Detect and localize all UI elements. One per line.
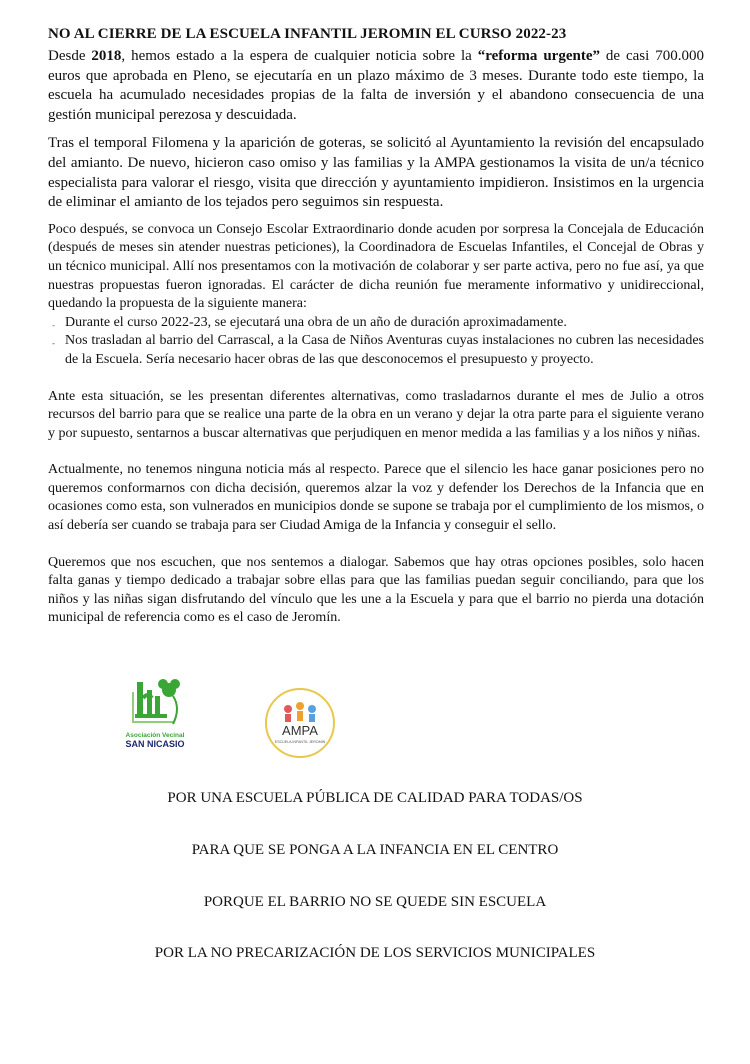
paragraph-2: Tras el temporal Filomena y la aparición de goteras, se solicitó al Ayuntamiento la revisión del encapsulado del amianto. De nuevo, hicieron caso omiso y las familias y la AMPA gestionamos la visita de un/a técnico especialista para valorar el riesgo, visita que dirección y ayuntamiento impidieron. Insistimos en la urgencia de eliminar el amianto de los tejados pero seguimos sin respuesta.: [48, 135, 704, 211]
paragraph-4: Ante esta situación, se les presentan diferentes alternativas, como trasladarnos durante el mes de Julio a otros recursos del barrio para que se realice una parte de la obra en un verano y dejar la otra parte para el siguiente verano y por supuesto, sentarnos a buscar alternativas que perjudiquen en menor medida a las familias y a los niños y niñas.: [48, 388, 704, 441]
slogan-3: PORQUE EL BARRIO NO SE QUEDE SIN ESCUELA: [203, 894, 547, 910]
p1-year: 2018: [91, 48, 122, 64]
paragraph-5: Actualmente, no tenemos ninguna noticia más al respecto. Parece que el silencio les hace ganar posiciones pero no queremos conformarnos con dicha decisión, queremos alzar la voz y defender los Derechos de la Infancia que en ocasiones como esta, son vulnerados en municipios donde se supone se trabaja por el cumplimiento de los mismos, o así debería ser cuando se trabaja para ser Ciudad Amiga de la Infancia y conseguir el sello.: [48, 462, 704, 534]
list-item: [48, 332, 704, 369]
logos-row: [0, 678, 750, 758]
list-item-text: Durante el curso 2022-23, se ejecutará una obra de un año de duración aproximadamente.: [65, 314, 567, 330]
paragraph-6: Queremos que nos escuchen, que nos sentemos a dialogar. Sabemos que hay otras opciones posibles, solo hacen falta ganas y tiempo dedicado a trabajar sobre ellas para que las familias puedan seguir conciliando, para que los niños y las niñas sigan disfrutando del vínculo que les une a la Escuela y para que el barrio no pierda una dotación municipal de referencia como es el caso de Jeromín.: [48, 554, 704, 626]
ampa-subtitle: ESCUELA INFANTIL JEROMIN: [274, 740, 326, 744]
av-name-line1: Asociación Vecinal: [125, 732, 185, 739]
page-title: NO AL CIERRE DE LA ESCUELA INFANTIL JEROMIN EL CURSO 2022-23: [48, 26, 567, 42]
p1-text-c: de casi 700.000 euros que aprobada en Pleno, se ejecutaría en un plazo máximo de 3 meses. Durante todo este tiempo, la escuela ha acumulado necesidades propias de la falta de inversión y el abandono consecuencia de una gestión municipal perezosa y descuidada.: [48, 48, 704, 123]
asociacion-vecinal-logo: [115, 678, 195, 754]
av-name-line2: SAN NICASIO: [125, 739, 185, 749]
slogan-1: POR UNA ESCUELA PÚBLICA DE CALIDAD PARA TODAS/OS: [167, 790, 583, 806]
slogan-2: PARA QUE SE PONGA A LA INFANCIA EN EL CENTRO: [191, 842, 559, 858]
p1-reform: “reforma urgente”: [477, 48, 600, 64]
p1-text-b: , hemos estado a la espera de cualquier noticia sobre la: [121, 48, 478, 64]
slogan-4: POR LA NO PRECARIZACIÓN DE LOS SERVICIOS MUNICIPALES: [154, 945, 596, 961]
document-body: [48, 26, 704, 628]
ampa-logo: [264, 687, 336, 759]
proposal-list: [48, 314, 704, 370]
list-item-text: Nos trasladan al barrio del Carrascal, a la Casa de Niños Aventuras cuyas instalaciones no cubren las necesidades de la Escuela. Sería necesario hacer obras de las que desconocemos el presupuesto y proyecto.: [65, 333, 704, 367]
bullet-dash: -: [52, 338, 55, 349]
p1-text-a: Desde: [48, 48, 92, 64]
paragraph-3: Poco después, se convoca un Consejo Escolar Extraordinario donde acuden por sorpresa la Concejala de Educación (después de meses sin atender nuestras peticiones), la Coordinadora de Escuelas Infantiles, el Concejal de Obras y un técnico municipal. Allí nos presentamos con la motivación de colaborar y ser parte activa, pero no fue así, ya que nuestras propuestas fueron ignoradas. El carácter de dicha reunión fue meramente informativo y unidireccional, quedando la propuesta de la siguiente manera:: [48, 221, 704, 312]
list-item: [48, 314, 704, 333]
paragraph-1: [48, 47, 704, 125]
ampa-name: AMPA: [282, 723, 318, 738]
bullet-dash: -: [52, 319, 55, 330]
